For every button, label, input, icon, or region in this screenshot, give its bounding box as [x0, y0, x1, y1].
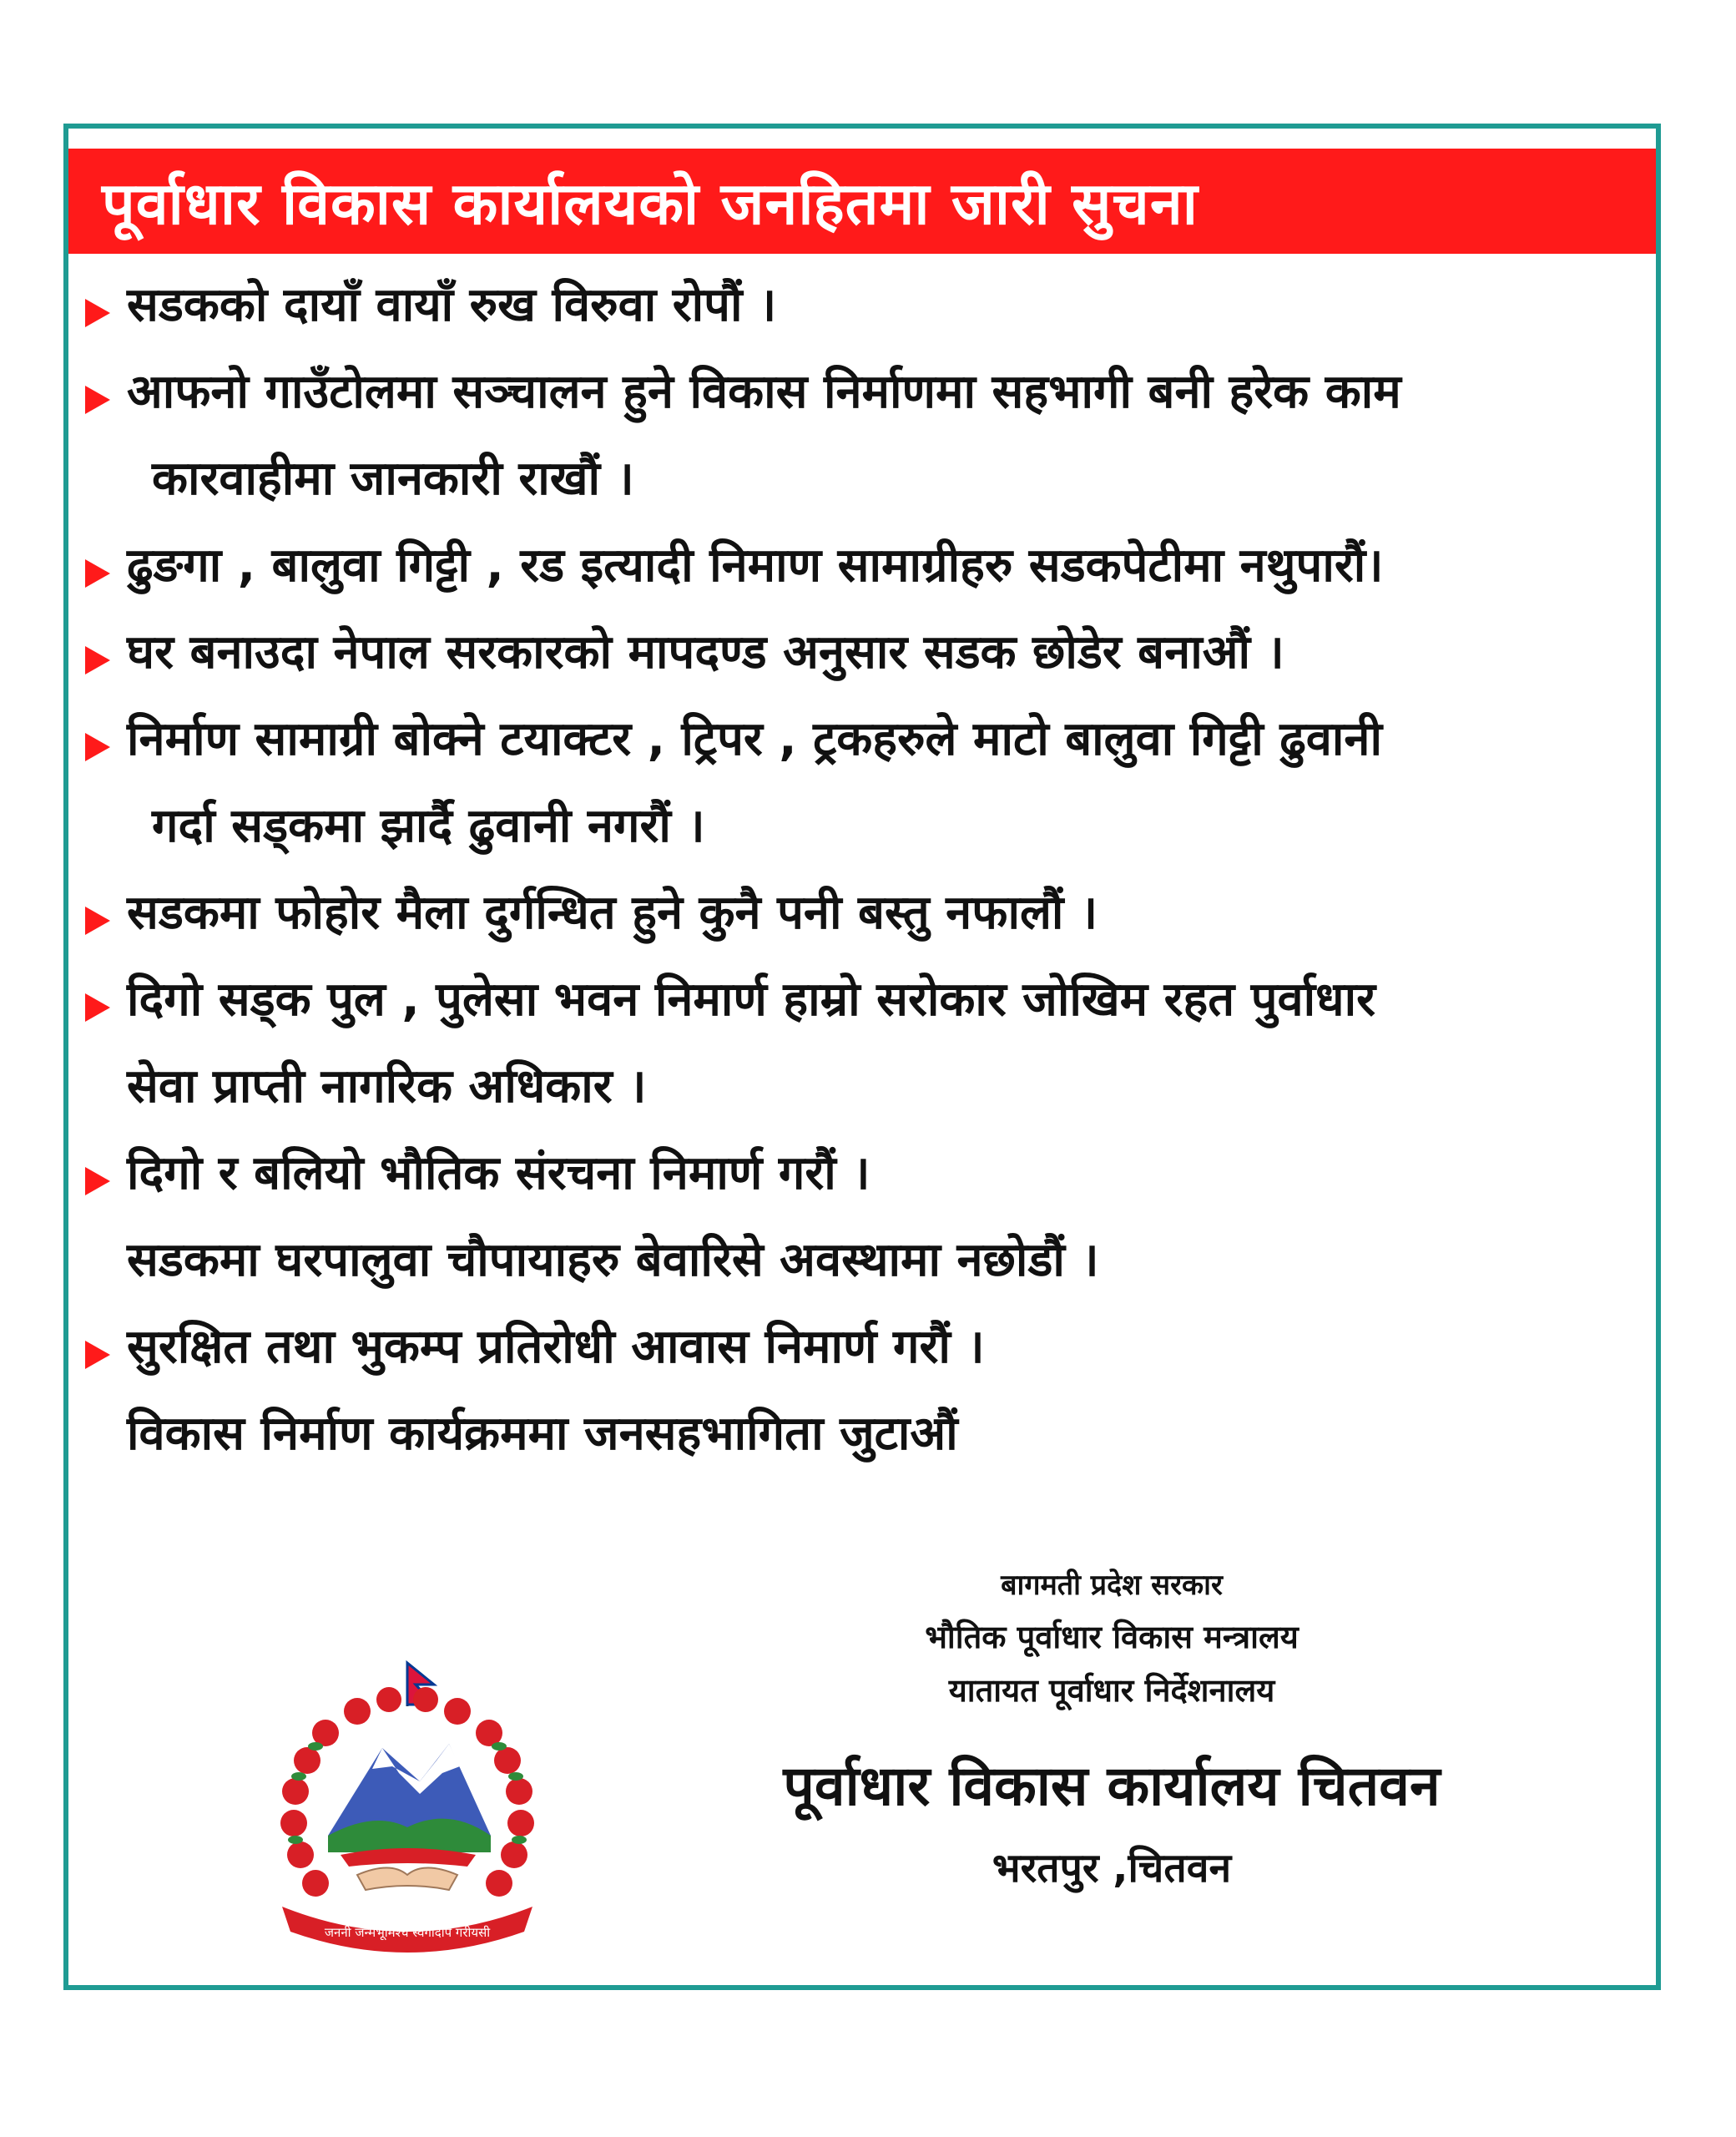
- notice-item: [85, 870, 1646, 957]
- red-triangle-bullet-icon: [85, 299, 110, 327]
- red-triangle-bullet-icon: [85, 1167, 110, 1195]
- notice-item: [85, 609, 1646, 696]
- issuer-directorate: यातायत पूर्वाधार निर्देशनालय: [948, 1672, 1275, 1709]
- notice-line: कारवाहीमा जानकारी राखौं ।: [152, 452, 634, 506]
- notice-item: [85, 957, 1646, 1130]
- notice-line: गर्दा सड्कमा झार्दै ढुवानी नगरौं ।: [152, 799, 705, 853]
- notice-line: घर बनाउदा नेपाल सरकारको मापदण्ड अनुसार सडक छोडेर बनाऔं ।: [127, 625, 1284, 679]
- notice-line: सेवा प्राप्ती नागरिक अधिकार ।: [127, 1059, 647, 1114]
- red-triangle-bullet-icon: [85, 1341, 110, 1369]
- notice-line: दिगो र बलियो भौतिक संरचना निमार्ण गरौं ।: [127, 1146, 871, 1200]
- notice-frame: [63, 124, 1661, 1990]
- notice-items: [85, 262, 1646, 1478]
- red-triangle-bullet-icon: [85, 646, 110, 674]
- notice-item: [85, 349, 1646, 523]
- notice-item: [85, 696, 1646, 870]
- notice-line: सडकमा फोहोर मैला दुर्गन्धित हुने कुनै पनी बस्तु नफालौं ।: [127, 886, 1098, 940]
- emblem-motto: जननी जन्मभूमिश्च स्वर्गादपि गरीयसी: [324, 1925, 491, 1940]
- notice-line: सुरक्षित तथा भुकम्प प्रतिरोधी आवास निमार्ण गरौं ।: [127, 1320, 985, 1374]
- red-triangle-bullet-icon: [85, 733, 110, 761]
- notice-line: सडकमा घरपालुवा चौपायाहरु बेवारिसे अवस्थामा नछोडौं ।: [127, 1233, 1099, 1287]
- red-triangle-bullet-icon: [85, 559, 110, 588]
- notice-line: विकास निर्माण कार्यक्रममा जनसहभागिता जुटाऔं: [127, 1407, 958, 1461]
- issuer-province: बागमती प्रदेश सरकार: [1001, 1569, 1223, 1602]
- issuer-office: पूर्वाधार विकास कार्यालय चितवन: [783, 1754, 1441, 1818]
- notice-line: दिगो सड्क पुल , पुलेसा भवन निमार्ण हाम्रो सरोकार जोखिम रहत पुर्वाधार: [127, 973, 1376, 1027]
- issuer-address: भरतपुर ,चितवन: [992, 1845, 1232, 1892]
- notice-item: [85, 1391, 1646, 1478]
- notice-item: [85, 1304, 1646, 1391]
- notice-line: आफनो गाउँटोलमा सञ्चालन हुने विकास निर्माणमा सहभागी बनी हरेक काम: [127, 365, 1401, 419]
- notice-title: पूर्वाधार विकास कार्यालयको जनहितमा जारी सुचना: [102, 169, 1199, 238]
- notice-item: [85, 523, 1646, 609]
- notice-item: [85, 1130, 1646, 1217]
- notice-item: [85, 262, 1646, 349]
- notice-line: निर्माण सामाग्री बोक्ने टयाक्टर , ट्रिपर , ट्रकहरुले माटो बालुवा गिट्टी ढुवानी: [127, 712, 1382, 766]
- title-banner: [68, 149, 1656, 254]
- red-triangle-bullet-icon: [85, 386, 110, 414]
- nepal-emblem-icon: [249, 1656, 566, 1957]
- notice-line: सडकको दायाँ वायाँ रुख विरुवा रोपौं ।: [127, 278, 777, 332]
- notice-line: ढुङगा , बालुवा गिट्टी , रड इत्यादी निमाण सामाग्रीहरु सडकपेटीमा नथुपारौं।: [127, 538, 1384, 593]
- notice-item: [85, 1217, 1646, 1304]
- issuer-ministry: भौतिक पूर्वाधार विकास मन्त्रालय: [925, 1619, 1299, 1655]
- red-triangle-bullet-icon: [85, 993, 110, 1022]
- red-triangle-bullet-icon: [85, 907, 110, 935]
